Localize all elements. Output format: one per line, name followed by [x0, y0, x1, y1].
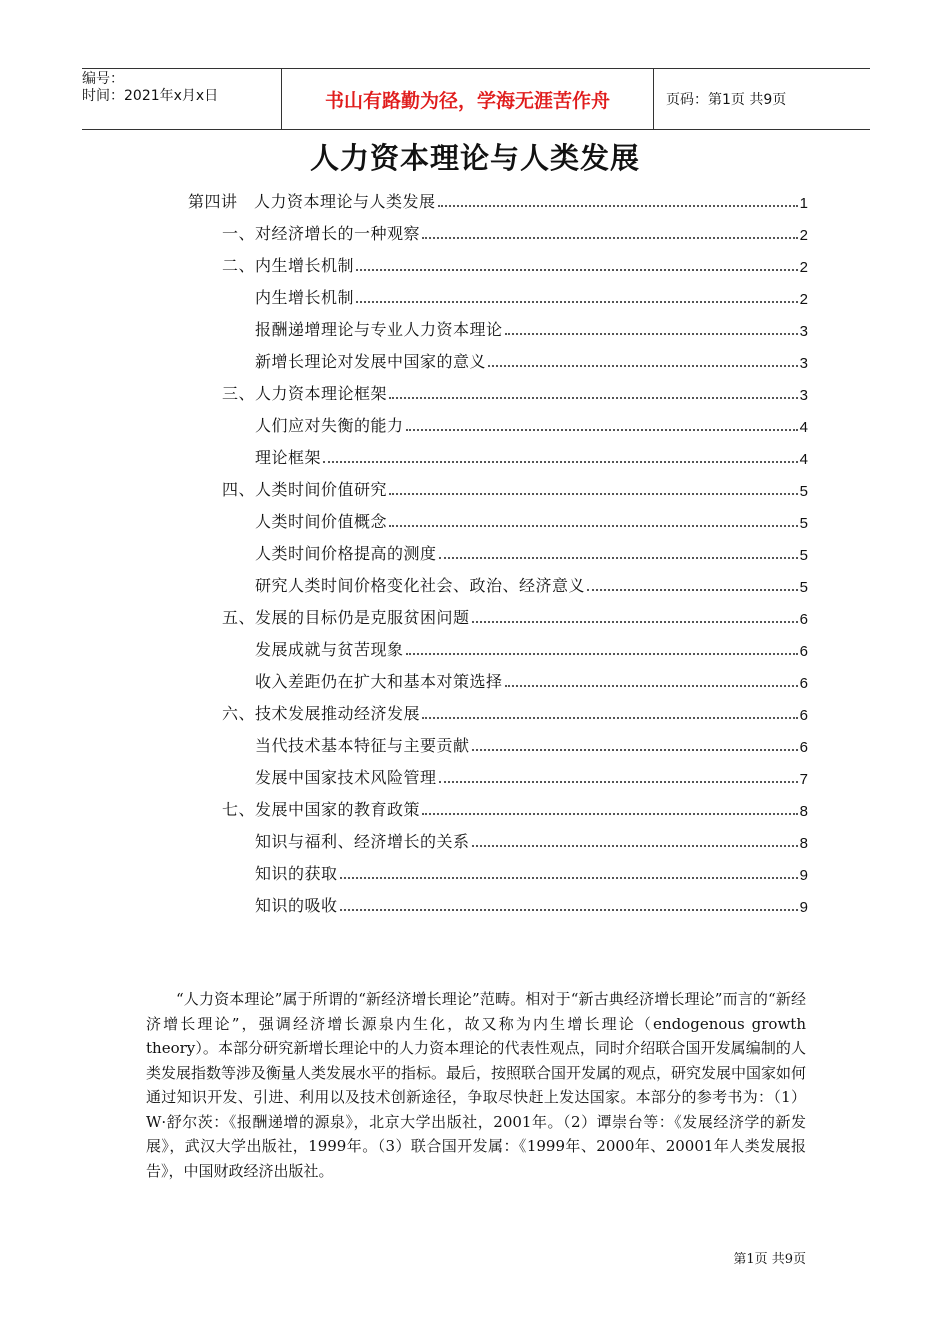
toc-entry-page: 8	[799, 803, 808, 820]
toc-leader-dots	[439, 780, 798, 783]
toc-entry-page: 8	[799, 835, 808, 852]
body-text	[146, 987, 806, 1183]
toc-leader-dots	[505, 684, 798, 687]
toc-leader-dots	[389, 492, 798, 495]
toc-entry[interactable]	[222, 692, 808, 724]
toc-entry-title: 一、对经济增长的一种观察	[222, 224, 421, 243]
toc-entry[interactable]	[222, 788, 808, 820]
toc-leader-dots	[356, 300, 798, 303]
toc-entry-title: 人们应对失衡的能力	[255, 416, 404, 435]
header-meta	[82, 69, 282, 129]
toc-leader-dots	[406, 652, 798, 655]
toc-entry-page: 6	[799, 739, 808, 756]
toc-entry[interactable]	[255, 532, 808, 564]
toc-entry-title: 研究人类时间价格变化社会、政治、经济意义	[255, 576, 586, 595]
toc-entry[interactable]	[255, 308, 808, 340]
toc-entry-title: 二、内生增长机制	[222, 256, 355, 275]
toc-leader-dots	[472, 844, 798, 847]
toc-leader-dots	[472, 620, 798, 623]
toc-entry-title: 七、发展中国家的教育政策	[222, 800, 421, 819]
toc-leader-dots	[438, 204, 798, 207]
toc-entry-page: 3	[799, 323, 808, 340]
toc-leader-dots	[323, 460, 798, 463]
page-footer: 第1页 共9页	[733, 1252, 806, 1267]
toc-entry-title: 报酬递增理论与专业人力资本理论	[255, 320, 503, 339]
toc-leader-dots	[389, 524, 798, 527]
toc-leader-dots	[505, 332, 798, 335]
toc-entry-page: 6	[799, 675, 808, 692]
toc-entry-title: 收入差距仍在扩大和基本对策选择	[255, 672, 503, 691]
number-label: 编号：	[82, 71, 124, 87]
toc-entry-title: 当代技术基本特征与主要贡献	[255, 736, 470, 755]
toc-entry-page: 1	[799, 195, 808, 212]
toc-entry-page: 5	[799, 515, 808, 532]
toc-entry-page: 7	[799, 771, 808, 788]
toc-entry-title: 发展成就与贫苦现象	[255, 640, 404, 659]
toc-entry-title: 知识的获取	[255, 864, 338, 883]
toc-entry[interactable]	[255, 660, 808, 692]
toc-entry[interactable]	[255, 404, 808, 436]
toc-entry-page: 6	[799, 643, 808, 660]
toc-entry[interactable]	[255, 500, 808, 532]
toc-entry-title: 五、发展的目标仍是克服贫困问题	[222, 608, 470, 627]
toc-leader-dots	[340, 876, 798, 879]
toc-entry-page: 6	[799, 707, 808, 724]
toc-leader-dots	[389, 396, 798, 399]
toc-entry-title: 人类时间价值概念	[255, 512, 388, 531]
toc-entry[interactable]	[255, 852, 808, 884]
intro-paragraph: “人力资本理论”属于所谓的“新经济增长理论”范畴。相对于“新古典经济增长理论”而言的“新经济增长理论”，强调经济增长源泉内生化，故又称为内生增长理论（endogenous growth theory）。本部分研究新增长理论中的人力资本理论的代表性观点，同时介绍联合国开发属编制的人类发展指数等涉及衡量人类发展水平的指标。最后，按照联合国开发属的观点，研究发展中国家如何通过知识开发、引进、利用以及技术创新途径，争取尽快赶上发达国家。本部分的参考书为：（1）W·舒尔茨：《报酬递增的源泉》，北京大学出版社，2001年。（2）谭崇台等：《发展经济学的新发展》，武汉大学出版社，1999年。（3）联合国开发属：《1999年、2000年、20001年人类发展报告》，中国财政经济出版社。	[146, 990, 807, 1180]
toc-entry-page: 3	[799, 355, 808, 372]
toc-leader-dots	[488, 364, 798, 367]
toc-entry[interactable]	[255, 756, 808, 788]
toc-entry-title: 理论框架	[255, 448, 322, 467]
toc-entry-title: 四、人类时间价值研究	[222, 480, 388, 499]
toc-entry[interactable]	[188, 180, 808, 212]
toc-entry-title: 发展中国家技术风险管理	[255, 768, 437, 787]
toc-entry-page: 2	[799, 291, 808, 308]
toc-entry-title: 六、技术发展推动经济发展	[222, 704, 421, 723]
toc-leader-dots	[422, 236, 798, 239]
toc-entry-page: 2	[799, 259, 808, 276]
header-page-info: 页码：第1页 共9页	[666, 92, 787, 108]
toc-leader-dots	[406, 428, 798, 431]
toc-entry[interactable]	[255, 628, 808, 660]
toc-leader-dots	[422, 716, 798, 719]
toc-entry[interactable]	[222, 244, 808, 276]
toc-leader-dots	[356, 268, 798, 271]
toc-entry-page: 5	[799, 547, 808, 564]
toc-entry-title: 三、人力资本理论框架	[222, 384, 388, 403]
toc-entry-page: 6	[799, 611, 808, 628]
toc-leader-dots	[587, 588, 798, 591]
document-title: 人力资本理论与人类发展	[309, 141, 640, 175]
toc-entry-title: 人类时间价格提高的测度	[255, 544, 437, 563]
header-motto: 书山有路勤为径，学海无涯苦作舟	[282, 69, 654, 129]
toc-entry-page: 9	[799, 899, 808, 916]
toc-entry-page: 4	[799, 419, 808, 436]
toc-entry-title: 知识的吸收	[255, 896, 338, 915]
toc-entry-title: 第四讲 人力资本理论与人类发展	[188, 192, 436, 211]
toc-entry[interactable]	[255, 884, 808, 916]
toc-entry-page: 3	[799, 387, 808, 404]
toc-entry[interactable]	[255, 724, 808, 756]
toc-leader-dots	[439, 556, 798, 559]
toc-entry[interactable]	[222, 468, 808, 500]
toc-entry[interactable]	[255, 340, 808, 372]
page-header	[82, 68, 870, 130]
toc-entry[interactable]	[255, 276, 808, 308]
toc-entry-page: 5	[799, 579, 808, 596]
toc-entry[interactable]	[255, 436, 808, 468]
toc-leader-dots	[422, 812, 798, 815]
toc-entry-page: 5	[799, 483, 808, 500]
toc-entry-page: 9	[799, 867, 808, 884]
toc-entry[interactable]	[255, 564, 808, 596]
toc-entry-page: 2	[799, 227, 808, 244]
toc-entry[interactable]	[222, 372, 808, 404]
toc-entry[interactable]	[222, 596, 808, 628]
toc-entry-page: 4	[799, 451, 808, 468]
toc-leader-dots	[472, 748, 798, 751]
toc-entry[interactable]	[255, 820, 808, 852]
time-label: 时间：2021年x月x日	[82, 88, 219, 104]
toc-entry-title: 内生增长机制	[255, 288, 355, 307]
toc-entry-title: 知识与福利、经济增长的关系	[255, 832, 470, 851]
toc-entry[interactable]	[222, 212, 808, 244]
toc-entry-title: 新增长理论对发展中国家的意义	[255, 352, 487, 371]
toc-leader-dots	[340, 908, 798, 911]
